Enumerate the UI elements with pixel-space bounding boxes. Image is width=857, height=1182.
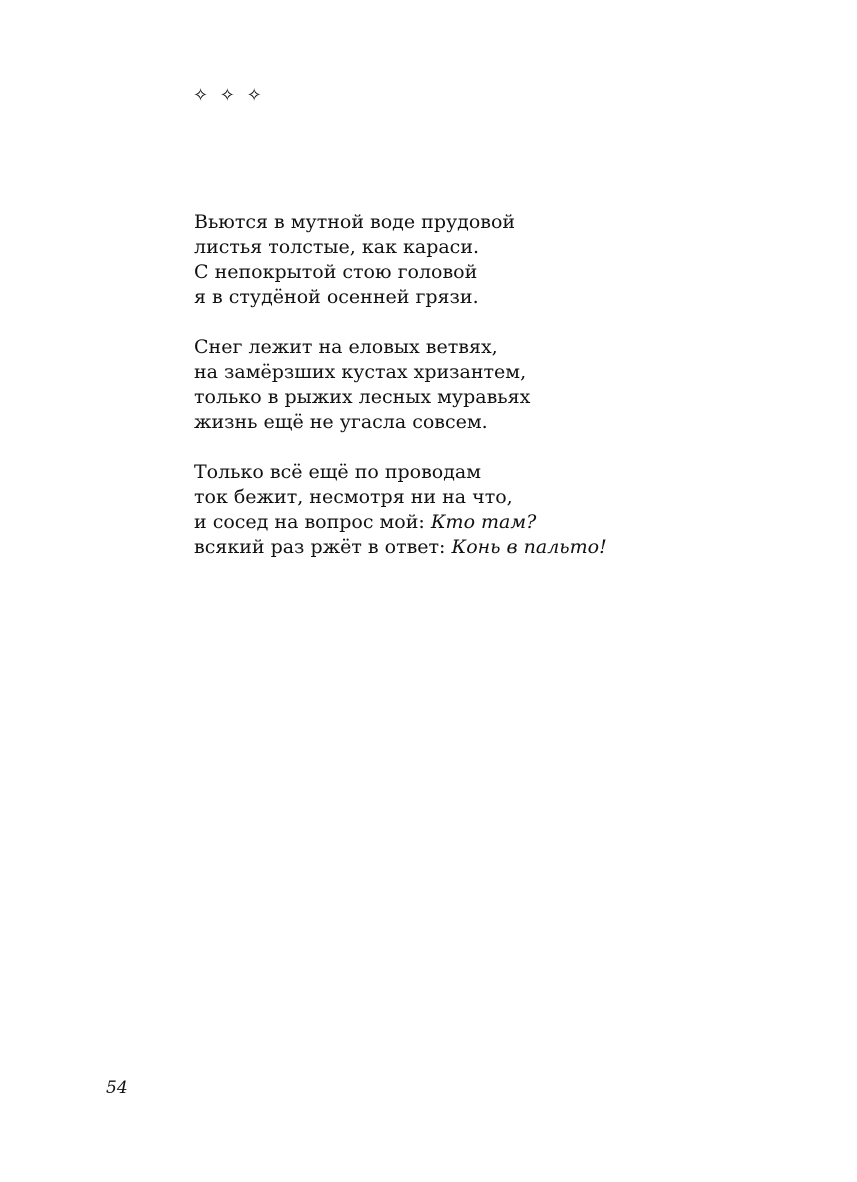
- poem-line: листья толстые, как караси.: [194, 236, 480, 258]
- poem-line: Вьются в мутной воде прудовой: [194, 211, 516, 233]
- poem-line: Снег лежит на еловых ветвях,: [194, 336, 498, 358]
- poem-line: [194, 535, 794, 560]
- section-ornament: ✧ ✧ ✧: [193, 85, 265, 106]
- poem-line-italic: Конь в пальто!: [451, 536, 607, 558]
- poem-line: жизнь ещё не угасла совсем.: [194, 411, 488, 433]
- poem-line: я в студёной осенней грязи.: [194, 286, 479, 308]
- page-number: 54: [106, 1078, 128, 1098]
- poem-line: Только всё ещё по проводам: [194, 461, 482, 483]
- stanza-2: [194, 335, 794, 435]
- stanza-3: [194, 460, 794, 560]
- poem-line: только в рыжих лесных муравьях: [194, 386, 531, 408]
- poem-line-text: всякий раз ржёт в ответ:: [194, 536, 452, 558]
- poem-line: [194, 510, 794, 535]
- poem-line: на замёрзших кустах хризантем,: [194, 361, 527, 383]
- poem: [194, 210, 794, 585]
- poem-line: С непокрытой стою головой: [194, 261, 478, 283]
- poem-line: ток бежит, несмотря ни на что,: [194, 486, 513, 508]
- stanza-1: [194, 210, 794, 310]
- poem-line-text: и сосед на вопрос мой:: [194, 511, 431, 533]
- poem-line-italic: Кто там?: [430, 511, 537, 533]
